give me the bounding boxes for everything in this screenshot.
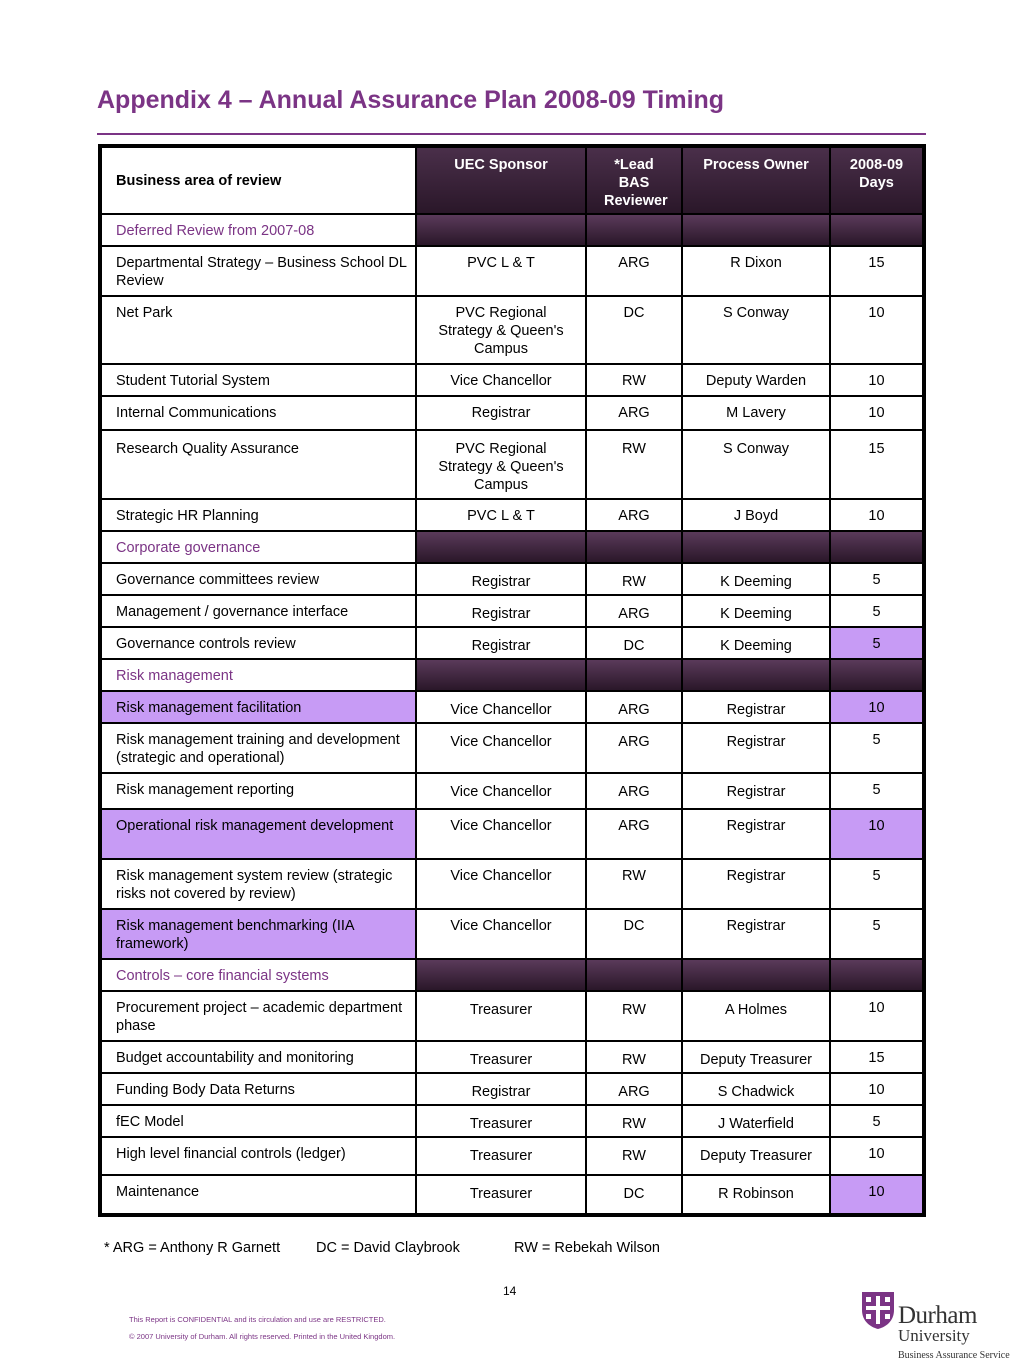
cell-sponsor: PVC L & T <box>416 246 586 296</box>
section-row <box>100 531 924 563</box>
header-business-area: Business area of review <box>100 146 416 214</box>
cell-sponsor: Treasurer <box>416 1041 586 1073</box>
section-row <box>100 214 924 246</box>
section-label: Corporate governance <box>100 531 416 563</box>
cell-owner: Registrar <box>682 691 830 723</box>
cell-owner: Registrar <box>682 859 830 909</box>
cell-owner: K Deeming <box>682 627 830 659</box>
cell-reviewer: RW <box>586 1137 682 1175</box>
cell-owner: Registrar <box>682 909 830 959</box>
cell-days: 5 <box>830 723 924 773</box>
cell-sponsor: PVC L & T <box>416 499 586 531</box>
logo-subtitle: University <box>898 1326 970 1345</box>
cell-owner: Deputy Treasurer <box>682 1041 830 1073</box>
cell-area: Governance committees review <box>100 563 416 595</box>
cell-days: 5 <box>830 595 924 627</box>
cell-area: Departmental Strategy – Business School DL Review <box>100 246 416 296</box>
cell-reviewer: RW <box>586 991 682 1041</box>
cell-sponsor: Treasurer <box>416 991 586 1041</box>
cell-area: fEC Model <box>100 1105 416 1137</box>
cell-days: 15 <box>830 430 924 499</box>
cell-sponsor: Vice Chancellor <box>416 809 586 859</box>
cell-area: Net Park <box>100 296 416 364</box>
cell-reviewer: RW <box>586 430 682 499</box>
assurance-plan-table <box>98 144 926 1217</box>
cell-owner: R Dixon <box>682 246 830 296</box>
header-uec-sponsor: UEC Sponsor <box>416 146 586 214</box>
cell-days: 5 <box>830 859 924 909</box>
table-row <box>100 430 924 499</box>
cell-days: 10 <box>830 296 924 364</box>
table-row <box>100 563 924 595</box>
cell-sponsor: Registrar <box>416 627 586 659</box>
cell-sponsor: Vice Chancellor <box>416 723 586 773</box>
table-row <box>100 991 924 1041</box>
cell-area: Risk management training and development (strategic and operational) <box>100 723 416 773</box>
table-row <box>100 627 924 659</box>
cell-days: 10 <box>830 364 924 396</box>
table-row <box>100 1073 924 1105</box>
cell-owner: Registrar <box>682 809 830 859</box>
cell-area: Risk management reporting <box>100 773 416 809</box>
header-days-label: 2008-09 Days <box>849 157 904 191</box>
cell-owner: Deputy Treasurer <box>682 1137 830 1175</box>
cell-area: Procurement project – academic department phase <box>100 991 416 1041</box>
cell-reviewer: ARG <box>586 595 682 627</box>
durham-university-logo <box>858 1288 1018 1363</box>
page-title: Appendix 4 – Annual Assurance Plan 2008-09 Timing <box>97 86 725 114</box>
cell-owner: S Conway <box>682 296 830 364</box>
table-row <box>100 499 924 531</box>
cell-sponsor-text: PVC Regional Strategy & Queen's Campus <box>438 441 564 493</box>
cell-reviewer: DC <box>586 1175 682 1215</box>
cell-reviewer: RW <box>586 1105 682 1137</box>
cell-reviewer: ARG <box>586 773 682 809</box>
cell-owner: J Boyd <box>682 499 830 531</box>
cell-area: Funding Body Data Returns <box>100 1073 416 1105</box>
cell-sponsor: Treasurer <box>416 1105 586 1137</box>
section-label: Controls – core financial systems <box>100 959 416 991</box>
table-row <box>100 691 924 723</box>
cell-reviewer: DC <box>586 909 682 959</box>
cell-days: 10 <box>830 1175 924 1215</box>
cell-owner: J Waterfield <box>682 1105 830 1137</box>
cell-days: 5 <box>830 563 924 595</box>
cell-area: Governance controls review <box>100 627 416 659</box>
cell-days: 5 <box>830 773 924 809</box>
cell-days: 10 <box>830 499 924 531</box>
cell-area: Maintenance <box>100 1175 416 1215</box>
cell-owner: Deputy Warden <box>682 364 830 396</box>
table-row <box>100 809 924 859</box>
cell-reviewer: ARG <box>586 246 682 296</box>
section-row <box>100 659 924 691</box>
section-label: Risk management <box>100 659 416 691</box>
cell-reviewer: ARG <box>586 1073 682 1105</box>
cell-sponsor: Vice Chancellor <box>416 909 586 959</box>
cell-reviewer: ARG <box>586 691 682 723</box>
footnote-dc: DC = David Claybrook <box>316 1240 460 1256</box>
page-number: 14 <box>503 1284 517 1298</box>
cell-sponsor: Vice Chancellor <box>416 364 586 396</box>
cell-days: 5 <box>830 1105 924 1137</box>
table-row <box>100 296 924 364</box>
cell-days: 15 <box>830 1041 924 1073</box>
logo-service: Business Assurance Service <box>898 1350 1010 1361</box>
table-row <box>100 1041 924 1073</box>
cell-days: 5 <box>830 909 924 959</box>
cell-area: Risk management system review (strategic risks not covered by review) <box>100 859 416 909</box>
cell-sponsor: Vice Chancellor <box>416 773 586 809</box>
cell-reviewer: ARG <box>586 809 682 859</box>
cell-owner: Registrar <box>682 723 830 773</box>
cell-area: Strategic HR Planning <box>100 499 416 531</box>
cell-owner: R Robinson <box>682 1175 830 1215</box>
table-row <box>100 773 924 809</box>
table-row <box>100 246 924 296</box>
header-lead-reviewer-label: *Lead BAS Reviewer <box>604 157 668 209</box>
cell-owner: S Chadwick <box>682 1073 830 1105</box>
cell-area: Operational risk management development <box>100 809 416 859</box>
cell-days: 10 <box>830 691 924 723</box>
cell-sponsor: Treasurer <box>416 1175 586 1215</box>
footnote-rw: RW = Rebekah Wilson <box>514 1240 660 1256</box>
confidentiality-notice: This Report is CONFIDENTIAL and its circulation and use are RESTRICTED. <box>129 1315 386 1324</box>
cell-reviewer: ARG <box>586 499 682 531</box>
cell-days: 10 <box>830 396 924 430</box>
section-label: Deferred Review from 2007-08 <box>100 214 416 246</box>
cell-reviewer: RW <box>586 859 682 909</box>
cell-sponsor: Registrar <box>416 563 586 595</box>
cell-days: 15 <box>830 246 924 296</box>
cell-owner: K Deeming <box>682 595 830 627</box>
table-row <box>100 1175 924 1215</box>
table-row <box>100 1105 924 1137</box>
cell-area: Student Tutorial System <box>100 364 416 396</box>
cell-owner: A Holmes <box>682 991 830 1041</box>
header-process-owner: Process Owner <box>682 146 830 214</box>
cell-area: Risk management benchmarking (IIA framework) <box>100 909 416 959</box>
cell-area: Research Quality Assurance <box>100 430 416 499</box>
cell-reviewer: ARG <box>586 396 682 430</box>
cell-reviewer: DC <box>586 296 682 364</box>
cell-reviewer: DC <box>586 627 682 659</box>
table-row <box>100 859 924 909</box>
table-header-row <box>100 146 924 214</box>
cell-days: 10 <box>830 991 924 1041</box>
cell-days: 10 <box>830 1137 924 1175</box>
cell-days: 10 <box>830 1073 924 1105</box>
cell-sponsor: Registrar <box>416 1073 586 1105</box>
cell-reviewer: RW <box>586 364 682 396</box>
table-row <box>100 723 924 773</box>
header-days <box>830 146 924 214</box>
cell-sponsor <box>416 430 586 499</box>
cell-sponsor: Treasurer <box>416 1137 586 1175</box>
section-row <box>100 959 924 991</box>
cell-area: Risk management facilitation <box>100 691 416 723</box>
cell-days: 5 <box>830 627 924 659</box>
cell-owner: S Conway <box>682 430 830 499</box>
logo-name: Durham <box>898 1302 977 1329</box>
title-divider <box>97 133 926 135</box>
footnote-arg: * ARG = Anthony R Garnett <box>104 1240 281 1256</box>
cell-area: Internal Communications <box>100 396 416 430</box>
cell-reviewer: RW <box>586 1041 682 1073</box>
table-row <box>100 595 924 627</box>
table-row <box>100 1137 924 1175</box>
cell-sponsor-text: PVC Regional Strategy & Queen's Campus <box>438 305 564 357</box>
cell-owner: M Lavery <box>682 396 830 430</box>
table-row <box>100 396 924 430</box>
cell-sponsor <box>416 296 586 364</box>
cell-reviewer: ARG <box>586 723 682 773</box>
header-lead-reviewer <box>586 146 682 214</box>
cell-sponsor: Registrar <box>416 396 586 430</box>
cell-sponsor: Vice Chancellor <box>416 691 586 723</box>
cell-area: Budget accountability and monitoring <box>100 1041 416 1073</box>
cell-area: High level financial controls (ledger) <box>100 1137 416 1175</box>
copyright-notice: © 2007 University of Durham. All rights reserved. Printed in the United Kingdom. <box>129 1332 396 1341</box>
cell-owner: K Deeming <box>682 563 830 595</box>
cell-reviewer: RW <box>586 563 682 595</box>
cell-area: Management / governance interface <box>100 595 416 627</box>
cell-sponsor: Vice Chancellor <box>416 859 586 909</box>
table-row <box>100 909 924 959</box>
cell-days: 10 <box>830 809 924 859</box>
durham-crest-icon <box>860 1290 896 1330</box>
cell-sponsor: Registrar <box>416 595 586 627</box>
cell-owner: Registrar <box>682 773 830 809</box>
table-row <box>100 364 924 396</box>
